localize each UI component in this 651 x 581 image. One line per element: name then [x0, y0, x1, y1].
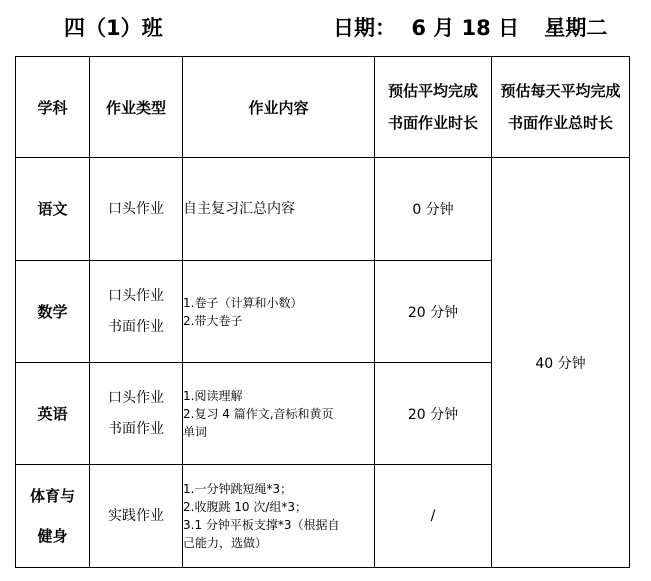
content-line: 2.复习 4 篇作文,音标和黄页 — [183, 406, 334, 421]
date-label: 日期： — [333, 16, 396, 40]
content-line: 单词 — [183, 424, 208, 439]
content-cell — [183, 363, 375, 465]
weekday: 星期二 — [544, 16, 608, 40]
date-line — [333, 12, 607, 42]
content-cell — [183, 465, 375, 568]
table-row — [16, 158, 630, 261]
date-value: 6 月 18 日 — [411, 16, 520, 40]
col-daily-total-line1: 预估每天平均完成 — [500, 82, 621, 100]
type-label: 口头作业 — [108, 200, 164, 217]
time-cell: 20 分钟 — [375, 261, 492, 363]
content-line: 3.1 分钟平板支撑*3（根据自 — [183, 518, 340, 532]
subject-line: 健身 — [37, 527, 68, 545]
type-label: 口头作业 — [108, 389, 164, 406]
time-cell: 0 分钟 — [375, 158, 492, 261]
col-daily-total-line2: 书面作业总时长 — [507, 114, 613, 132]
content-line: 2.收腹跳 10 次/组*3； — [183, 500, 308, 514]
type-label: 书面作业 — [108, 318, 164, 335]
content-line: 自主复习汇总内容 — [183, 201, 295, 217]
content-line: 1.一分钟跳短绳*3； — [183, 482, 293, 496]
subject-cell — [16, 465, 90, 568]
header-row — [16, 57, 630, 158]
time-cell: / — [375, 465, 492, 568]
col-subject: 学科 — [16, 57, 90, 158]
class-title: 四（1）班 — [64, 16, 163, 40]
type-label: 口头作业 — [108, 287, 164, 304]
type-label: 书面作业 — [108, 420, 164, 437]
subject-cell: 数学 — [16, 261, 90, 363]
col-avg-time-line1: 预估平均完成 — [387, 82, 478, 100]
col-content: 作业内容 — [183, 57, 375, 158]
col-avg-time-line2: 书面作业时长 — [387, 114, 478, 132]
col-type: 作业类型 — [90, 57, 183, 158]
col-daily-total — [492, 57, 630, 158]
homework-table — [15, 56, 630, 568]
content-line: 1.卷子（计算和小数） — [183, 295, 303, 310]
subject-cell: 英语 — [16, 363, 90, 465]
type-cell — [90, 261, 183, 363]
content-cell — [183, 261, 375, 363]
type-label: 实践作业 — [108, 507, 164, 524]
type-cell — [90, 465, 183, 568]
subject-line: 体育与 — [29, 487, 75, 505]
type-cell — [90, 158, 183, 261]
content-line: 1.阅读理解 — [183, 388, 243, 403]
type-cell — [90, 363, 183, 465]
time-cell: 20 分钟 — [375, 363, 492, 465]
content-line: 2.带大卷子 — [183, 313, 243, 328]
content-cell — [183, 158, 375, 261]
content-line: 己能力，选做） — [183, 536, 268, 550]
subject-cell: 语文 — [16, 158, 90, 261]
daily-total-cell: 40 分钟 — [492, 158, 630, 568]
col-avg-time — [375, 57, 492, 158]
